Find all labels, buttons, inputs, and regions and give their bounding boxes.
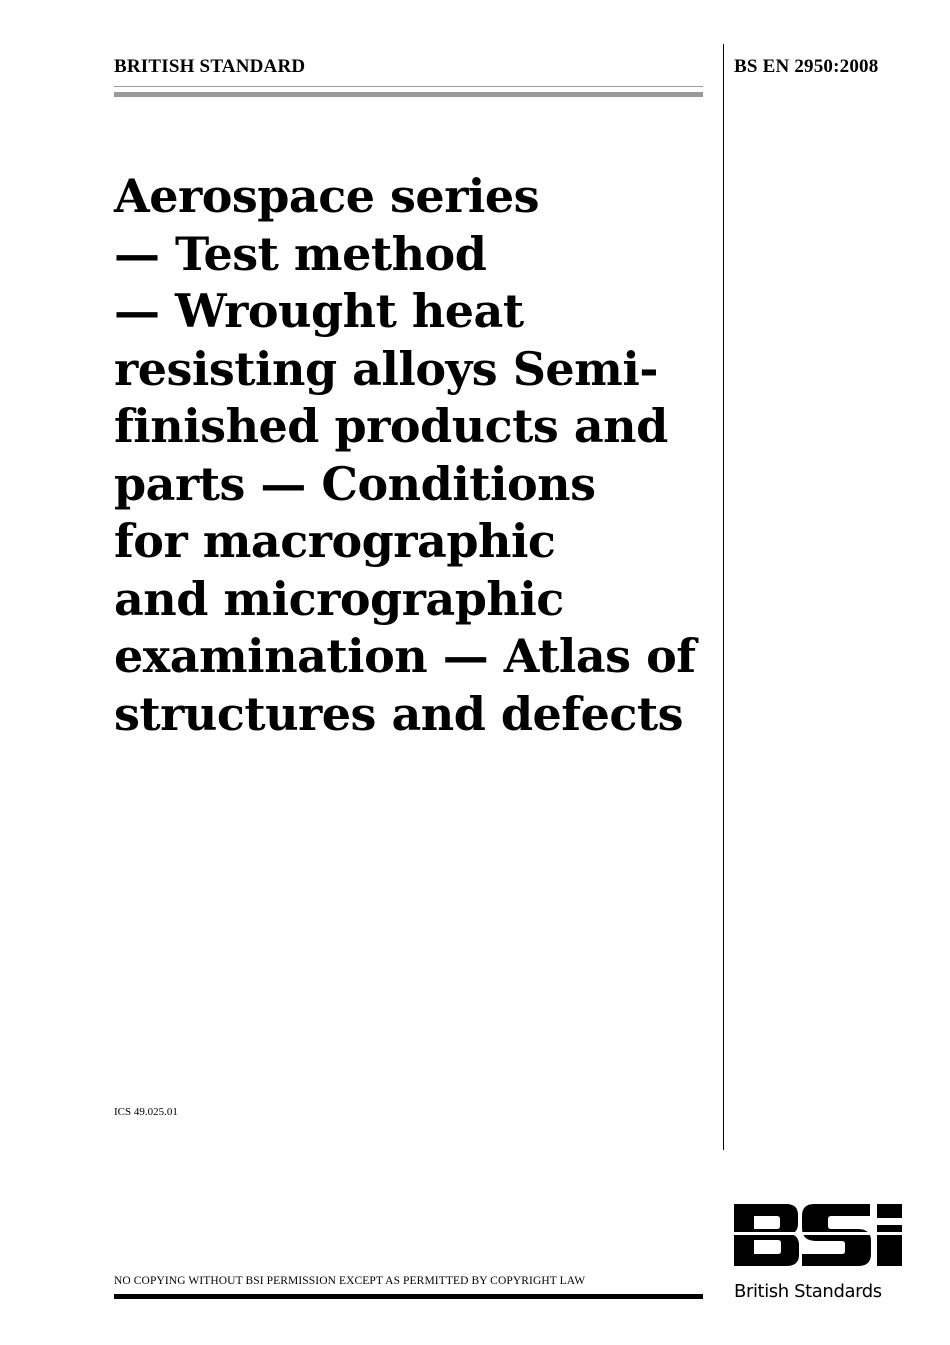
title-line: for macrographic xyxy=(114,514,556,568)
header-rule-thin xyxy=(114,86,703,87)
document-title xyxy=(114,168,714,743)
header-rule-thick xyxy=(114,92,703,97)
ics-code: ICS 49.025.01 xyxy=(114,1106,178,1118)
document-type-label: BRITISH STANDARD xyxy=(114,56,306,77)
title-line: resisting alloys Semi- xyxy=(114,341,658,396)
title-line: — Wrought heat xyxy=(114,284,524,338)
title-line: — Test method xyxy=(114,226,487,281)
title-line: and micrographic xyxy=(114,571,564,626)
title-line: structures and defects xyxy=(114,686,684,741)
title-line: examination — Atlas of xyxy=(114,629,696,683)
standard-number: BS EN 2950:2008 xyxy=(734,56,879,77)
bsi-logo-icon xyxy=(734,1204,902,1266)
column-divider xyxy=(723,44,724,1150)
title-line: finished products and xyxy=(114,399,668,453)
bsi-logo-caption: British Standards xyxy=(734,1281,882,1302)
bsi-logo-mark xyxy=(734,1204,902,1266)
copyright-notice: NO COPYING WITHOUT BSI PERMISSION EXCEPT AS PERMITTED BY COPYRIGHT LAW xyxy=(114,1275,586,1287)
title-line: parts — Conditions xyxy=(114,456,596,511)
title-line: Aerospace series xyxy=(114,169,540,223)
footer-rule xyxy=(114,1294,703,1299)
